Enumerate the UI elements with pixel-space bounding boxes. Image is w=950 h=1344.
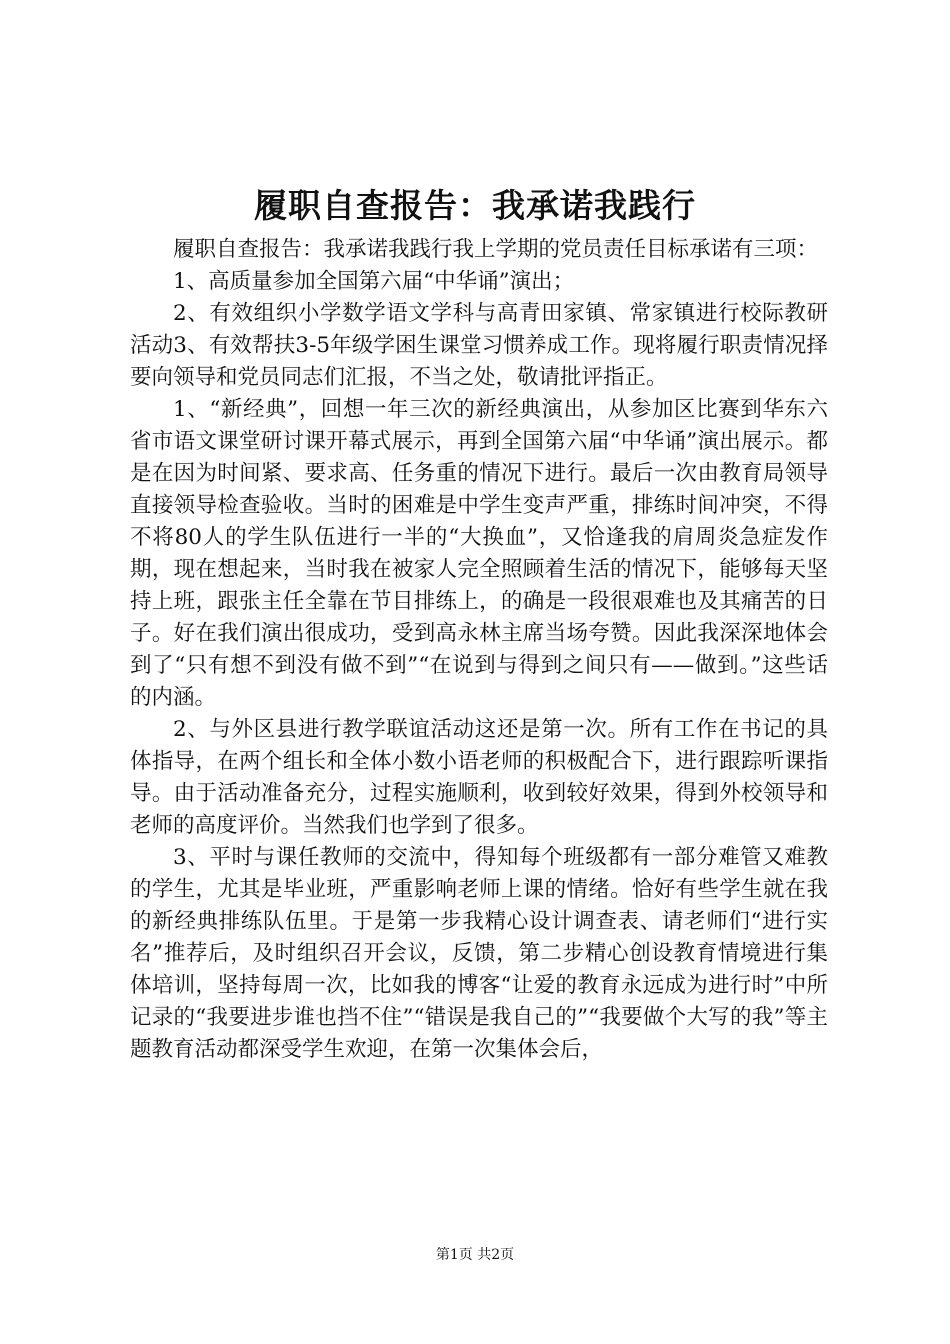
paragraph-commitment-2: 2、有效组织小学数学语文学科与高青田家镇、常家镇进行校际教研活动3、有效帮扶3-5年级学困生课堂习惯养成工作。现将履行职责情况择要向领导和党员同志们汇报，不当之处，敬请批评指正。 bbox=[130, 301, 828, 390]
paragraph-section-2: 2、与外区县进行教学联谊活动这还是第一次。所有工作在书记的具体指导，在两个组长和全体小数小语老师的积极配合下，进行跟踪听课指导。由于活动准备充分，过程实施顺利，收到较好效果，得到外校领导和老师的高度评价。当然我们也学到了很多。 bbox=[130, 717, 828, 838]
page-number: 第1页 共2页 bbox=[435, 1247, 515, 1263]
paragraph-intro: 履职自查报告：我承诺我践行我上学期的党员责任目标承诺有三项： bbox=[173, 237, 819, 262]
document-title: 履职自查报告：我承诺我践行 bbox=[254, 186, 696, 225]
paragraph-section-1: 1、“新经典”，回想一年三次的新经典演出，从参加区比赛到华东六省市语文课堂研讨课开幕式展示，再到全国第六届“中华诵”演出展示。都是在因为时间紧、要求高、任务重的情况下进行。最后一次由教育局领导直接领导检查验收。当时的困难是中学生变声严重，排练时间冲突，不得不将80人的学生队伍进行一半的“大换血”，又恰逢我的肩周炎急症发作期，现在想起来，当时我在被家人完全照顾着生活的情况下，能够每天坚持上班，跟张主任全靠在节目排练上，的确是一段很艰难也及其痛苦的日子。好在我们演出很成功，受到高永林主席当场夸赞。因此我深深地体会到了“只有想不到没有做不到”“在说到与得到之间只有——做到。”这些话的内涵。 bbox=[130, 397, 828, 710]
paragraph-section-3: 3、平时与课任教师的交流中，得知每个班级都有一部分难管又难教的学生，尤其是毕业班，严重影响老师上课的情绪。恰好有些学生就在我的新经典排练队伍里。于是第一步我精心设计调查表、请老师们“进行实名”推荐后，及时组织召开会议，反馈，第二步精心创设教育情境进行集体培训，坚持每周一次，比如我的博客“让爱的教育永远成为进行时”中所记录的“我要进步谁也挡不住”“错误是我自己的”“我要做个大写的我”等主题教育活动都深受学生欢迎，在第一次集体会后， bbox=[130, 845, 828, 1062]
document-body bbox=[130, 234, 828, 1066]
paragraph-commitment-1: 1、高质量参加全国第六届“中华诵”演出； bbox=[173, 269, 575, 294]
